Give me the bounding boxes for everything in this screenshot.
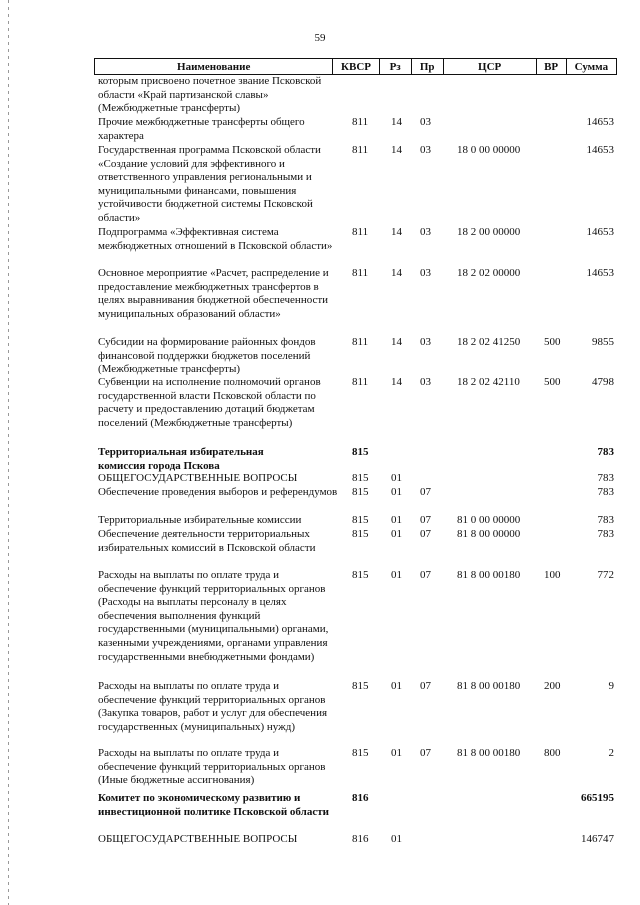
row-kvsr: 815 [352, 472, 369, 484]
row-sum: 9 [608, 680, 614, 692]
row-sum: 14653 [586, 226, 614, 238]
row-name: ОБЩЕГОСУДАРСТВЕННЫЕ ВОПРОСЫ [98, 833, 298, 845]
row-rz: 01 [391, 680, 402, 692]
row-rz: 14 [391, 116, 402, 128]
row-name: Комитет по экономическому развитию и инвестиционной политике Псковской области [98, 792, 329, 818]
row-kvsr: 811 [352, 226, 369, 238]
row-name: Субвенции на исполнение полномочий органов государственной власти Псковской области по расчету и предоставлению дотаций бюджетам поселений (Межбюджетные трансферты) [98, 376, 321, 429]
row-csr: 81 8 00 00180 [457, 569, 521, 581]
row-sum: 9855 [592, 336, 614, 348]
row-csr: 81 8 00 00180 [457, 747, 521, 759]
row-rz: 01 [391, 747, 402, 759]
row-name: Субсидии на формирование районных фондов финансовой поддержки бюджетов поселений (Межбюджетные трансферты) [98, 336, 316, 376]
page-number: 59 [314, 32, 326, 44]
row-vr: 200 [544, 680, 561, 692]
row-rz: 01 [391, 514, 402, 526]
row-kvsr: 815 [352, 514, 369, 526]
row-pr: 07 [420, 528, 431, 540]
row-sum: 783 [597, 472, 614, 484]
row-vr: 800 [544, 747, 561, 759]
row-name: ОБЩЕГОСУДАРСТВЕННЫЕ ВОПРОСЫ [98, 472, 298, 484]
scan-margin-line [8, 0, 9, 905]
row-name: Государственная программа Псковской области «Создание условий для эффективного и ответственного управления региональными и муниципальными финансами, повышения устойчивости бюджетной системы Псковской области» [98, 144, 321, 224]
row-pr: 03 [420, 144, 431, 156]
row-sum: 146747 [581, 833, 614, 845]
row-sum: 2 [608, 747, 614, 759]
row-sum: 783 [597, 486, 614, 498]
row-pr: 03 [420, 267, 431, 279]
row-csr: 18 2 02 42110 [457, 376, 520, 388]
header-sum: Сумма [566, 59, 616, 75]
row-rz: 01 [391, 472, 402, 484]
row-csr: 81 8 00 00180 [457, 680, 521, 692]
row-sum: 665195 [581, 792, 614, 804]
row-csr: 18 0 00 00000 [457, 144, 521, 156]
row-name: Территориальная избирательная комиссия города Пскова [98, 446, 264, 472]
row-rz: 01 [391, 528, 402, 540]
row-name: Расходы на выплаты по оплате труда и обеспечение функций территориальных органов (Иные бюджетные ассигнования) [98, 747, 326, 787]
row-rz: 01 [391, 486, 402, 498]
row-name: Обеспечение деятельности территориальных избирательных комиссий в Псковской области [98, 528, 316, 554]
row-name: Основное мероприятие «Расчет, распределение и предоставление межбюджетных трансфертов в целях выравнивания бюджетной обеспеченности муниципальных образований области» [98, 267, 329, 320]
header-name: Наименование [95, 59, 333, 75]
header-kvsr: КВСР [333, 59, 379, 75]
header-rz: Рз [379, 59, 411, 75]
row-kvsr: 811 [352, 144, 369, 156]
row-kvsr: 816 [352, 833, 369, 845]
row-pr: 07 [420, 514, 431, 526]
row-name: Обеспечение проведения выборов и референдумов [98, 486, 338, 498]
row-name: Расходы на выплаты по оплате труда и обеспечение функций территориальных органов (Закупка товаров, работ и услуг для обеспечения государственных (муниципальных) нужд) [98, 680, 328, 733]
row-name: Прочие межбюджетные трансферты общего характера [98, 116, 305, 142]
row-name: Подпрограмма «Эффективная система межбюджетных отношений в Псковской области» [98, 226, 333, 252]
row-kvsr: 815 [352, 747, 369, 759]
row-vr: 500 [544, 376, 561, 388]
row-rz: 14 [391, 336, 402, 348]
row-pr: 07 [420, 747, 431, 759]
row-csr: 18 2 02 00000 [457, 267, 521, 279]
row-rz: 14 [391, 376, 402, 388]
row-kvsr: 811 [352, 267, 369, 279]
row-sum: 14653 [586, 116, 614, 128]
row-csr: 18 2 02 41250 [457, 336, 521, 348]
row-sum: 14653 [586, 144, 614, 156]
row-kvsr: 816 [352, 792, 369, 804]
row-vr: 100 [544, 569, 561, 581]
row-kvsr: 815 [352, 569, 369, 581]
row-name: которым присвоено почетное звание Псковской области «Край партизанской славы» (Межбюджетные трансферты) [98, 75, 322, 115]
row-csr: 18 2 00 00000 [457, 226, 521, 238]
header-vr: ВР [536, 59, 566, 75]
row-pr: 03 [420, 376, 431, 388]
row-kvsr: 811 [352, 116, 369, 128]
row-sum: 772 [597, 569, 614, 581]
row-kvsr: 815 [352, 528, 369, 540]
row-pr: 07 [420, 680, 431, 692]
row-sum: 783 [597, 514, 614, 526]
header-csr: ЦСР [443, 59, 536, 75]
row-name: Территориальные избирательные комиссии [98, 514, 302, 526]
row-csr: 81 8 00 00000 [457, 528, 521, 540]
row-rz: 14 [391, 226, 402, 238]
row-sum: 4798 [592, 376, 614, 388]
row-sum: 783 [597, 528, 614, 540]
row-vr: 500 [544, 336, 561, 348]
row-kvsr: 815 [352, 446, 369, 458]
row-rz: 14 [391, 267, 402, 279]
row-rz: 01 [391, 833, 402, 845]
row-kvsr: 811 [352, 336, 369, 348]
row-rz: 01 [391, 569, 402, 581]
row-name: Расходы на выплаты по оплате труда и обеспечение функций территориальных органов (Расходы на выплаты персоналу в целях обеспечения выполнения функций государственными (муниципальными) органами, казенными учреждениями, органами управления государственными внебюджетными фондами) [98, 569, 329, 663]
row-rz: 14 [391, 144, 402, 156]
row-kvsr: 815 [352, 680, 369, 692]
row-pr: 03 [420, 116, 431, 128]
row-pr: 07 [420, 569, 431, 581]
row-sum: 783 [597, 446, 614, 458]
header-pr: Пр [411, 59, 443, 75]
table-header [94, 58, 617, 75]
row-kvsr: 811 [352, 376, 369, 388]
row-csr: 81 0 00 00000 [457, 514, 521, 526]
row-pr: 03 [420, 336, 431, 348]
row-pr: 03 [420, 226, 431, 238]
row-kvsr: 815 [352, 486, 369, 498]
row-sum: 14653 [586, 267, 614, 279]
row-pr: 07 [420, 486, 431, 498]
